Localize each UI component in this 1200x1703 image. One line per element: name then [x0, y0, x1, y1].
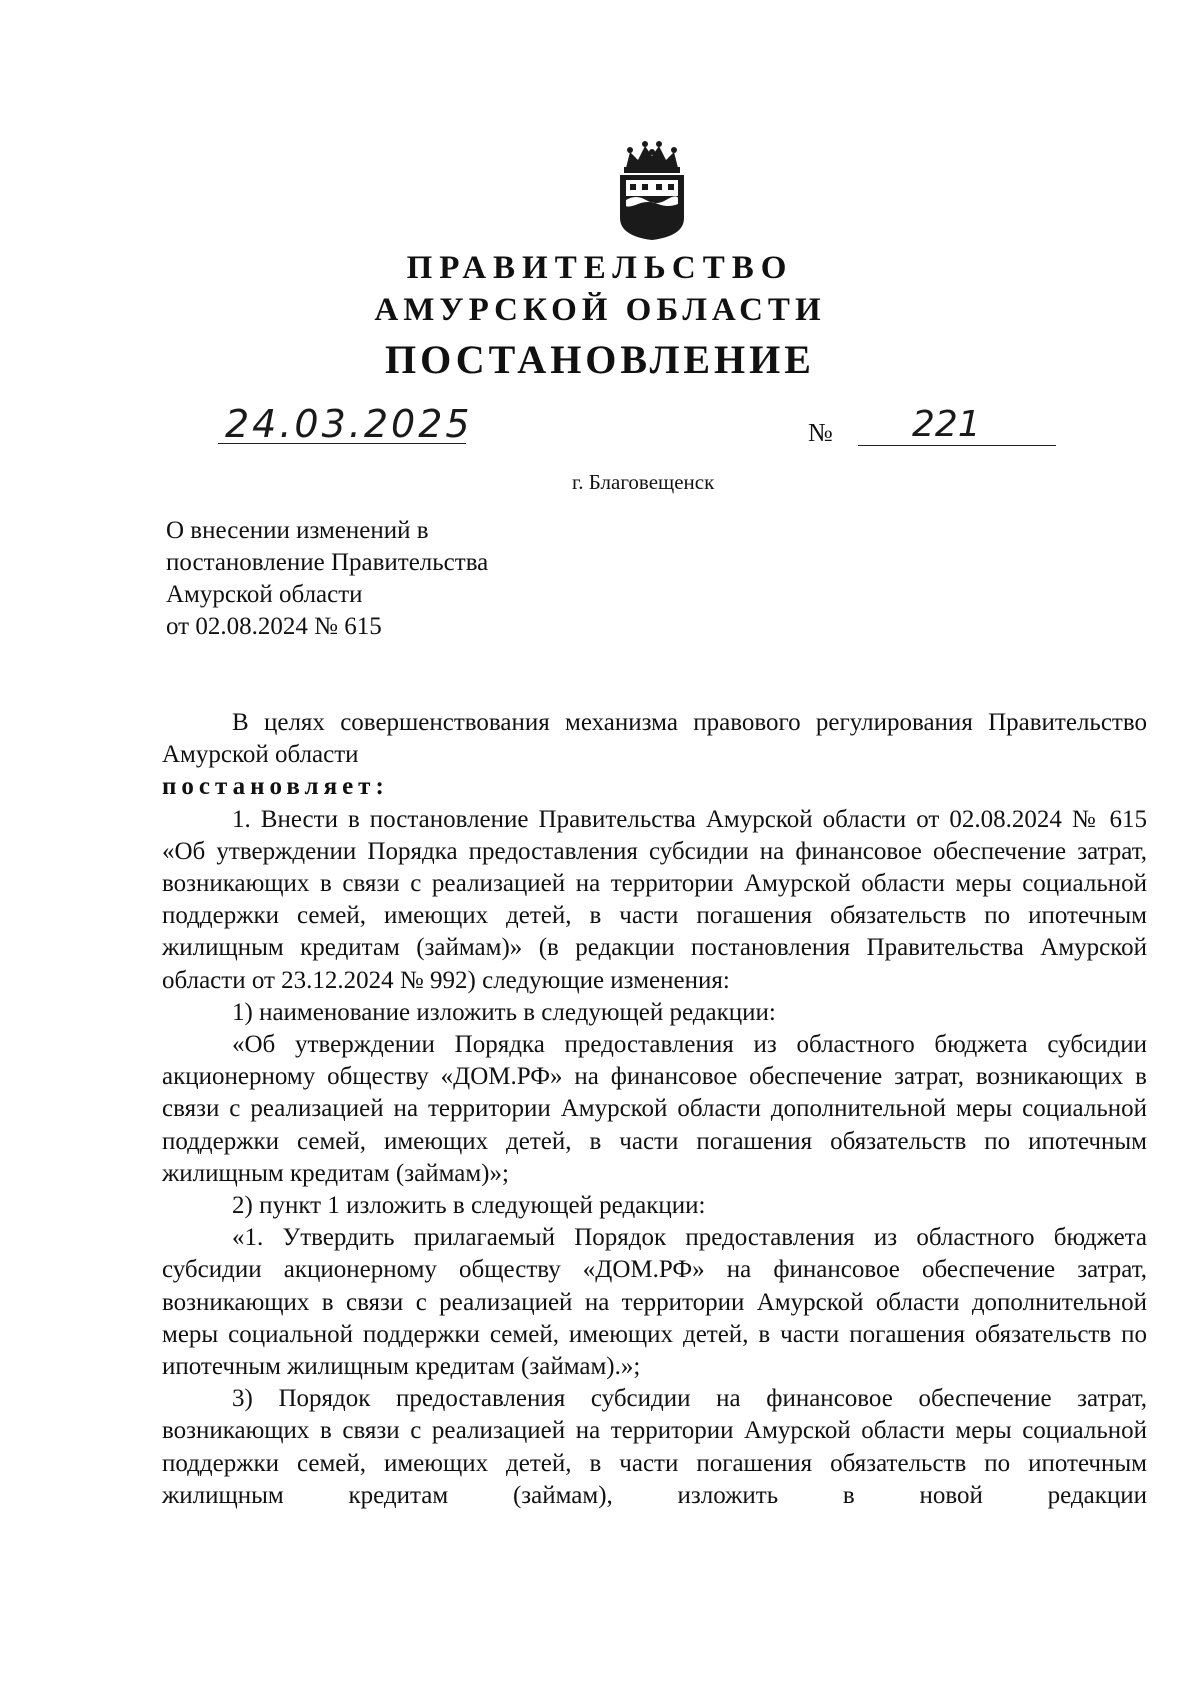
number-label: № — [808, 418, 833, 447]
document-type-title: ПОСТАНОВЛЕНИЕ — [385, 337, 815, 382]
document-date: 24.03.2025 — [225, 402, 473, 446]
preamble-paragraph: В целях совершенствования механизма правового регулирования Правительство Амурской области — [162, 709, 1147, 769]
subitem-3-text: 3) Порядок предоставления субсидии на финансовое обеспечение затрат, возникающих в связи с реализацией на территории Амурской области меры социальной поддержки семей, имеющих детей, в части погашения обязательств по ипотечным жилищным кредитам (займам), изложить в новой редакции — [162, 1385, 1147, 1509]
city-name: г. Благовещенск — [572, 470, 715, 494]
document-subject — [166, 515, 488, 643]
document-number: 221 — [912, 404, 981, 445]
org-name-line1: ПРАВИТЕЛЬСТВО — [406, 250, 794, 286]
number-underline — [858, 445, 1056, 446]
subitem-2-heading: 2) пункт 1 изложить в следующей редакции: — [232, 1192, 706, 1220]
subject-line: от 02.08.2024 № 615 — [166, 613, 382, 640]
subject-line: О внесении изменений в — [166, 517, 429, 544]
subitem-1-heading: 1) наименование изложить в следующей редакции: — [232, 998, 776, 1026]
coat-of-arms-icon — [612, 138, 692, 242]
document-body — [162, 707, 1147, 1512]
subitem-2-text: «1. Утвердить прилагаемый Порядок предоставления из областного бюджета субсидии акционерному обществу «ДОМ.РФ» на финансовое обеспечение затрат, возникающих в связи с реализацией на территории Амурской области дополнительной меры социальной поддержки семей, имеющих детей, в части погашения обязательств по ипотечным жилищным кредитам (займам).»; — [162, 1224, 1147, 1381]
subitem-1-text: «Об утверждении Порядка предоставления из областного бюджета субсидии акционерному обществу «ДОМ.РФ» на финансовое обеспечение затрат, возникающих в связи с реализацией на территории Амурской области дополнительной меры социальной поддержки семей, имеющих детей, в части погашения обязательств по ипотечным жилищным кредитам (займам)»; — [162, 1031, 1147, 1187]
subject-line: Амурской области — [166, 581, 363, 608]
subject-line: постановление Правительства — [166, 549, 489, 576]
org-name-line2: АМУРСКОЙ ОБЛАСТИ — [374, 292, 826, 328]
resolves-word: постановляет: — [162, 773, 389, 801]
date-underline — [218, 443, 466, 444]
item-1-paragraph: 1. Внести в постановление Правительства Амурской области от 02.08.2024 № 615 «Об утверждении Порядка предоставления субсидии на финансовое обеспечение затрат, возникающих в связи с реализацией на территории Амурской области меры социальной поддержки семей, имеющих детей, в части погашения обязательств по ипотечным жилищным кредитам (займам)» (в редакции постановления Правительства Амурской области от 23.12.2024 № 992) следующие изменения: — [162, 805, 1147, 994]
